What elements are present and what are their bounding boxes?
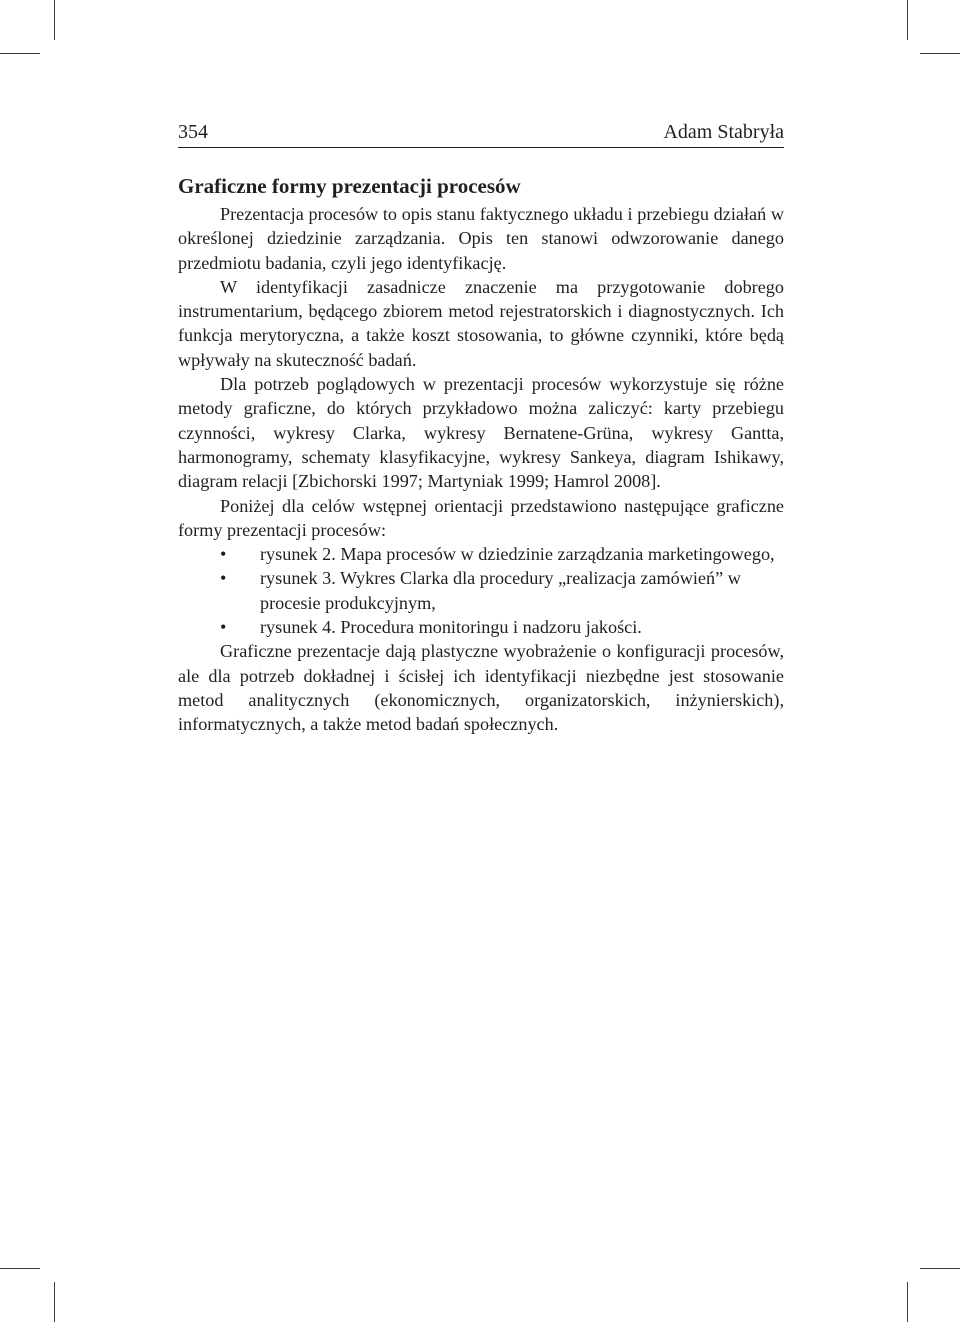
bullet-icon: • [220, 544, 227, 565]
list-item-text: rysunek 3. Wykres Clarka dla procedury „realizacja zamówień” w procesie produkcyjnym, [260, 568, 741, 613]
paragraph: Prezentacja procesów to opis stanu faktycznego układu i przebiegu działań w określonej dziedzinie zarządzania. Opis ten stanowi odwzorowanie danego przedmiotu badania, czyli jego identyfikację. [178, 204, 784, 273]
bullet-icon: • [220, 568, 227, 589]
list-item-text: rysunek 4. Procedura monitoringu i nadzoru jakości. [260, 617, 642, 638]
list-item-text: rysunek 2. Mapa procesów w dziedzinie zarządzania marketingowego, [260, 544, 775, 565]
crop-mark-top-left [54, 0, 55, 40]
list-item [178, 566, 784, 615]
paragraph: W identyfikacji zasadnicze znaczenie ma przygotowanie dobrego instrumentarium, będącego zbiorem metod rejestratorskich i diagnostycznych. Ich funkcja merytoryczna, a także koszt stosowania, to główne czynniki, które będą wpływały na skuteczność badań. [178, 276, 784, 370]
crop-mark-bottom-right [907, 1282, 908, 1322]
crop-mark-bottom-left [54, 1282, 55, 1322]
paragraph: Poniżej dla celów wstępnej orientacji przedstawiono następujące graficzne formy prezentacji procesów: [178, 495, 784, 540]
closing-paragraph: Graficzne prezentacje dają plastyczne wyobrażenie o konfiguracji procesów, ale dla potrzeb dokładnej i ścisłej ich identyfikacji niezbędne jest stosowanie metod analitycznych (ekonomicznych, organizatorskich, inżynierskich), informatycznych, a także metod badań społecznych. [178, 641, 784, 735]
running-author: Adam Stabryła [663, 121, 784, 143]
bullet-icon: • [220, 617, 227, 638]
paragraph: Dla potrzeb poglądowych w prezentacji procesów wykorzystuje się różne metody graficzne, do których przykładowo można zaliczyć: karty przebiegu czynności, wykresy Clarka, wykresy Bernatene-Grüna, wykresy Gantta, harmonogramy, schematy klasyfikacyjne, wykresy Sankeya, diagram Ishikawy, diagram relacji [Zbichorski 1997; Martyniak 1999; Hamrol 2008]. [178, 374, 784, 492]
figure-list [178, 542, 784, 639]
page-content [178, 172, 784, 737]
crop-mark-left-bottom [0, 1268, 40, 1269]
crop-mark-left-top [0, 53, 40, 54]
page-number: 354 [178, 121, 208, 143]
crop-mark-right-top [920, 53, 960, 54]
section-heading: Graficzne formy prezentacji procesów [178, 174, 521, 198]
list-item [178, 542, 784, 566]
crop-mark-top-right [907, 0, 908, 40]
crop-mark-right-bottom [920, 1268, 960, 1269]
list-item [178, 615, 784, 639]
running-header [178, 121, 784, 148]
